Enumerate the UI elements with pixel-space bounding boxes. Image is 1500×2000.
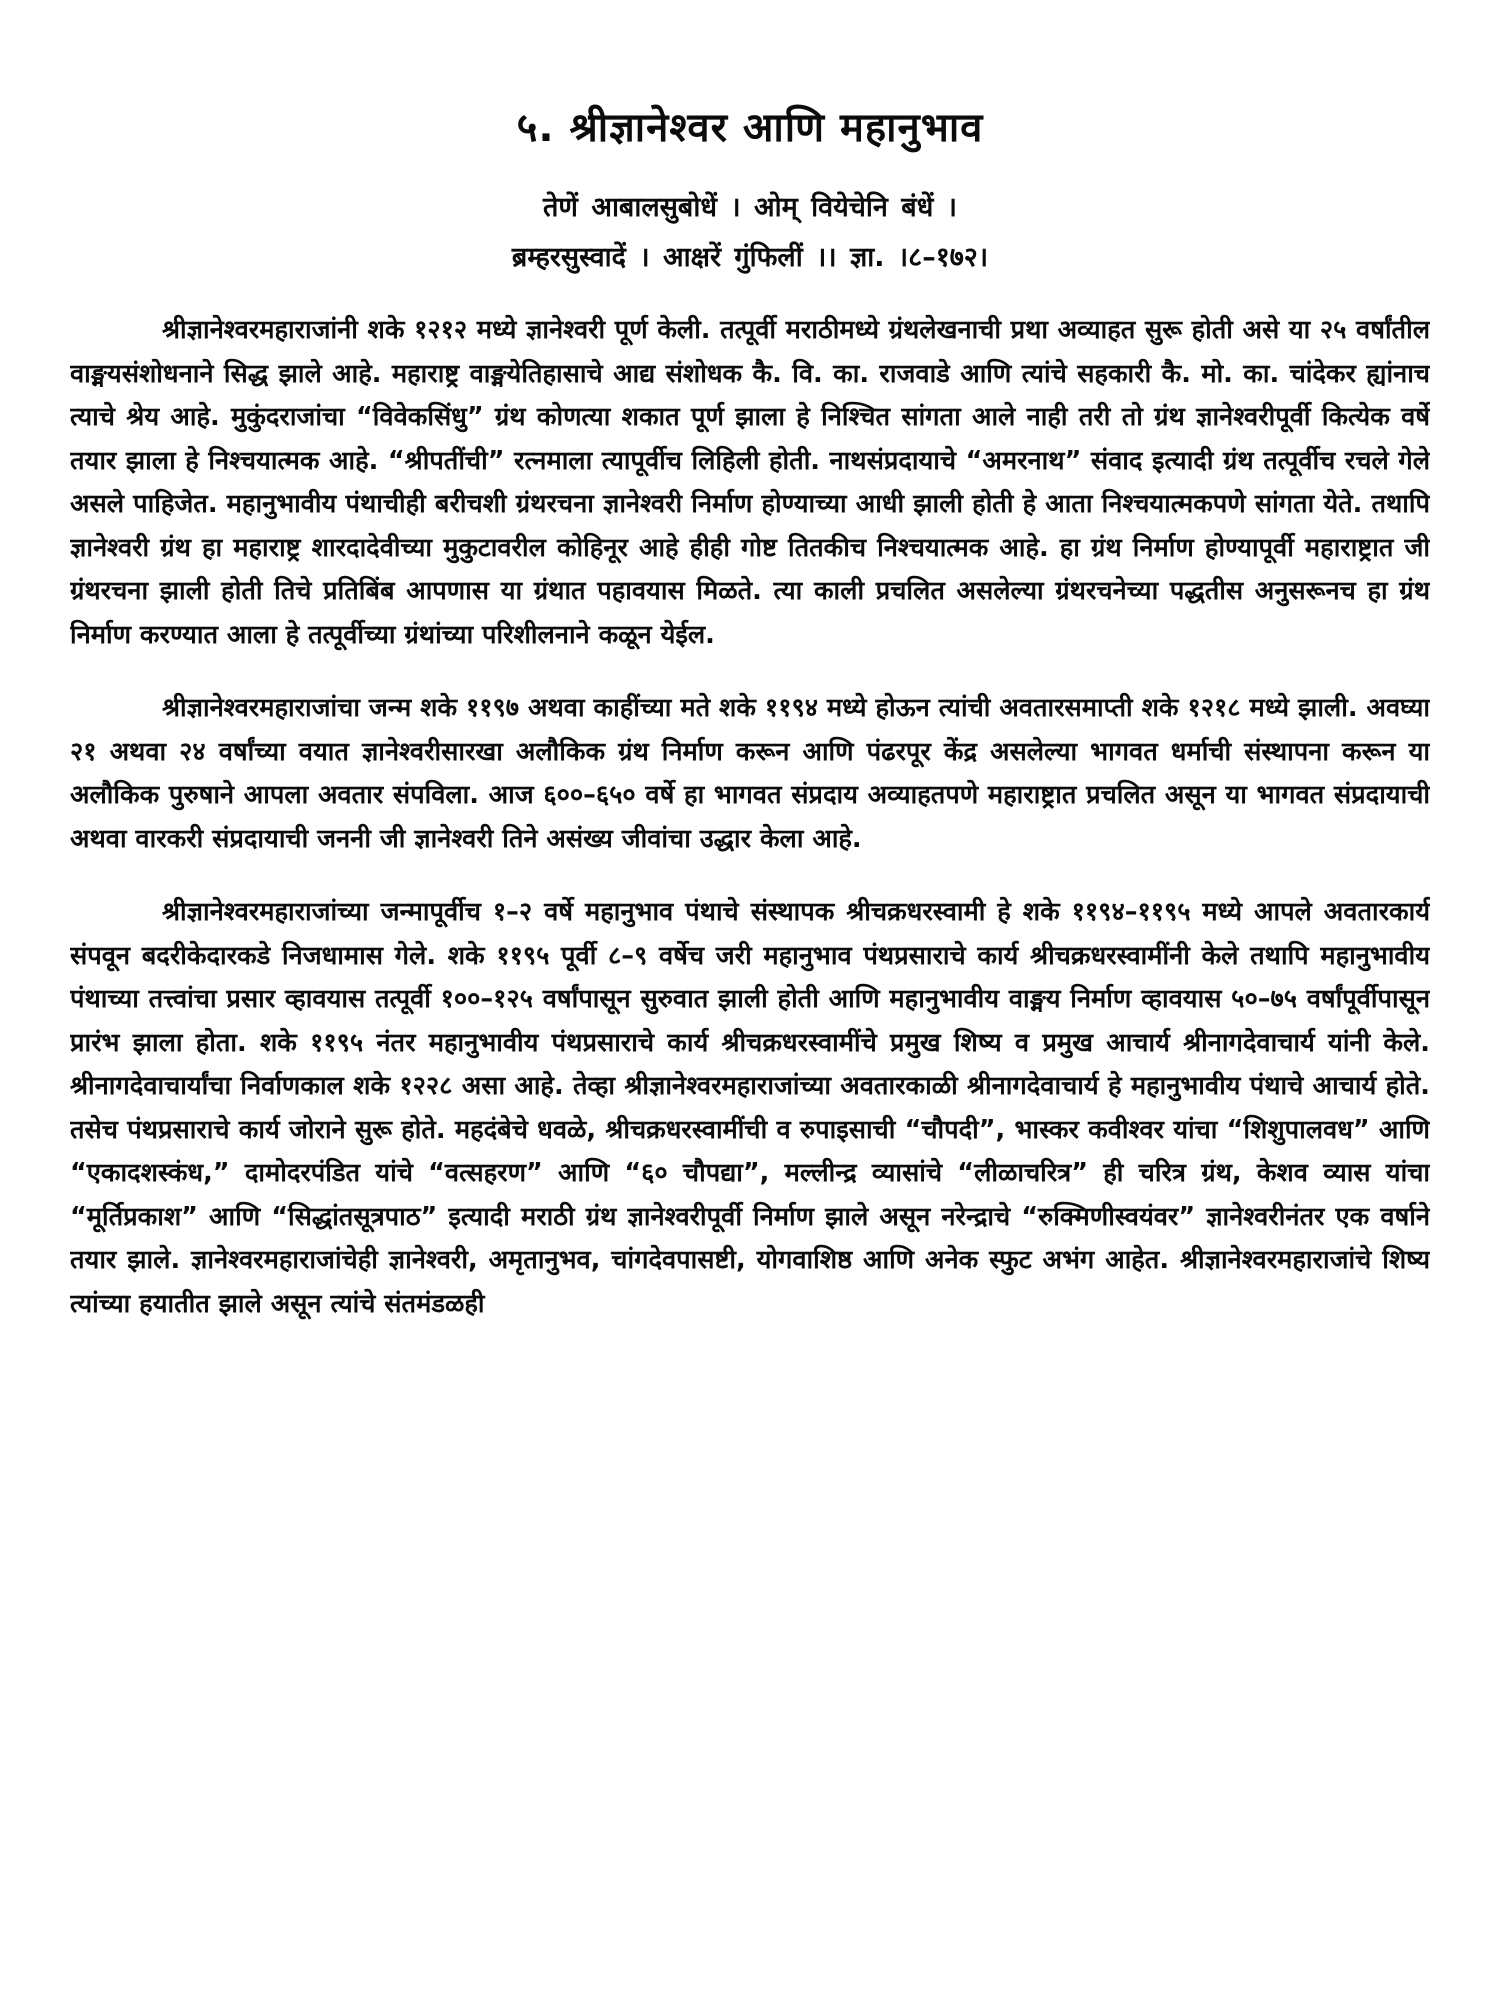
chapter-title: ५. श्रीज्ञानेश्वर आणि महानुभाव <box>516 105 984 151</box>
paragraph-1: श्रीज्ञानेश्वरमहाराजांनी शके १२१२ मध्ये ज्ञानेश्वरी पूर्ण केली. तत्पूर्वी मराठीमध्ये ग्रंथलेखनाची प्रथा अव्याहत सुरू होती असे या २५ वर्षांतील वाङ्मयसंशोधनाने सिद्ध झाले आहे. महाराष्ट्र वाङ्मयेतिहासाचे आद्य संशोधक कै. वि. का. राजवाडे आणि त्यांचे सहकारी कै. मो. का. चांदेकर ह्यांनाच त्याचे श्रेय आहे. मुकुंदराजांचा “विवेकसिंधु” ग्रंथ कोणत्या शकात पूर्ण झाला हे निश्चित सांगता आले नाही तरी तो ग्रंथ ज्ञानेश्वरीपूर्वी कित्येक वर्षे तयार झाला हे निश्चयात्मक आहे. “श्रीपतींची” रत्नमाला त्यापूर्वीच लिहिली होती. नाथसंप्रदायाचे “अमरनाथ” संवाद इत्यादी ग्रंथ तत्पूर्वीच रचले गेले असले पाहिजेत. महानुभावीय पंथाचीही बरीचशी ग्रंथरचना ज्ञानेश्वरी निर्माण होण्याच्या आधी झाली होती हे आता निश्चयात्मकपणे सांगता येते. तथापि ज्ञानेश्वरी ग्रंथ हा महाराष्ट्र शारदादेवीच्या मुकुटावरील कोहिनूर आहे हीही गोष्ट तितकीच निश्चयात्मक आहे. हा ग्रंथ निर्माण होण्यापूर्वी महाराष्ट्रात जी ग्रंथरचना झाली होती तिचे प्रतिबिंब आपणास या ग्रंथात पहावयास मिळते. त्या काली प्रचलित असलेल्या ग्रंथरचनेच्या पद्धतीस अनुसरूनच हा ग्रंथ निर्माण करण्यात आला हे तत्पूर्वीच्या ग्रंथांच्या परिशीलनाने कळून येईल. <box>70 315 1430 650</box>
verse-line-1: तेणें आबालसुबोधें । ओम् वियेचेनि बंधें । <box>543 192 957 223</box>
book-page <box>70 60 1430 1970</box>
paragraph-2: श्रीज्ञानेश्वरमहाराजांचा जन्म शके ११९७ अथवा काहींच्या मते शके ११९४ मध्ये होऊन त्यांची अवतारसमाप्ती शके १२१८ मध्ये झाली. अवघ्या २१ अथवा २४ वर्षांच्या वयात ज्ञानेश्वरीसारखा अलौकिक ग्रंथ निर्माण करून आणि पंढरपूर केंद्र असलेल्या भागवत धर्माची संस्थापना करून या अलौकिक पुरुषाने आपला अवतार संपविला. आज ६००–६५० वर्षे हा भागवत संप्रदाय अव्याहतपणे महाराष्ट्रात प्रचलित असून या भागवत संप्रदायाची अथवा वारकरी संप्रदायाची जननी जी ज्ञानेश्वरी तिने असंख्य जीवांचा उद्धार केला आहे. <box>70 693 1430 854</box>
verse-line-2: ब्रम्हरसुस्वादें । आक्षरें गुंफिलीं ।। ज्ञा. ।८–१७२। <box>511 242 989 273</box>
paragraph-3: श्रीज्ञानेश्वरमहाराजांच्या जन्मापूर्वीच १–२ वर्षे महानुभाव पंथाचे संस्थापक श्रीचक्रधरस्वामी हे शके ११९४–११९५ मध्ये आपले अवतारकार्य संपवून बदरीकेदारकडे निजधामास गेले. शके ११९५ पूर्वी ८–९ वर्षेच जरी महानुभाव पंथप्रसाराचे कार्य श्रीचक्रधरस्वामींनी केले तथापि महानुभावीय पंथाच्या तत्त्वांचा प्रसार व्हावयास तत्पूर्वी १००–१२५ वर्षांपासून सुरुवात झाली होती आणि महानुभावीय वाङ्मय निर्माण व्हावयास ५०–७५ वर्षांपूर्वीपासून प्रारंभ झाला होता. शके ११९५ नंतर महानुभावीय पंथप्रसाराचे कार्य श्रीचक्रधरस्वामींचे प्रमुख शिष्य व प्रमुख आचार्य श्रीनागदेवाचार्य यांनी केले. श्रीनागदेवाचार्यांचा निर्वाणकाल शके १२२८ असा आहे. तेव्हा श्रीज्ञानेश्वरमहाराजांच्या अवतारकाळी श्रीनागदेवाचार्य हे महानुभावीय पंथाचे आचार्य होते. तसेच पंथप्रसाराचे कार्य जोराने सुरू होते. महदंबेचे धवळे, श्रीचक्रधरस्वामींची व रुपाइसाची “चौपदी”, भास्कर कवीश्वर यांचा “शिशुपालवध” आणि “एकादशस्कंध,” दामोदरपंडित यांचे “वत्सहरण” आणि “६० चौपद्या”, मल्लीन्द्र व्यासांचे “लीळाचरित्र” ही चरित्र ग्रंथ, केशव व्यास यांचा “मूर्तिप्रकाश” आणि “सिद्धांतसूत्रपाठ” इत्यादी मराठी ग्रंथ ज्ञानेश्वरीपूर्वी निर्माण झाले असून नरेन्द्राचे “रुक्मिणीस्वयंवर” ज्ञानेश्वरीनंतर एक वर्षाने तयार झाले. ज्ञानेश्वरमहाराजांचेही ज्ञानेश्वरी, अमृतानुभव, चांगदेवपासष्टी, योगवाशिष्ठ आणि अनेक स्फुट अभंग आहेत. श्रीज्ञानेश्वरमहाराजांचे शिष्य त्यांच्या हयातीत झाले असून त्यांचे संतमंडळही <box>70 897 1430 1319</box>
epigraph-verse <box>70 183 1430 283</box>
